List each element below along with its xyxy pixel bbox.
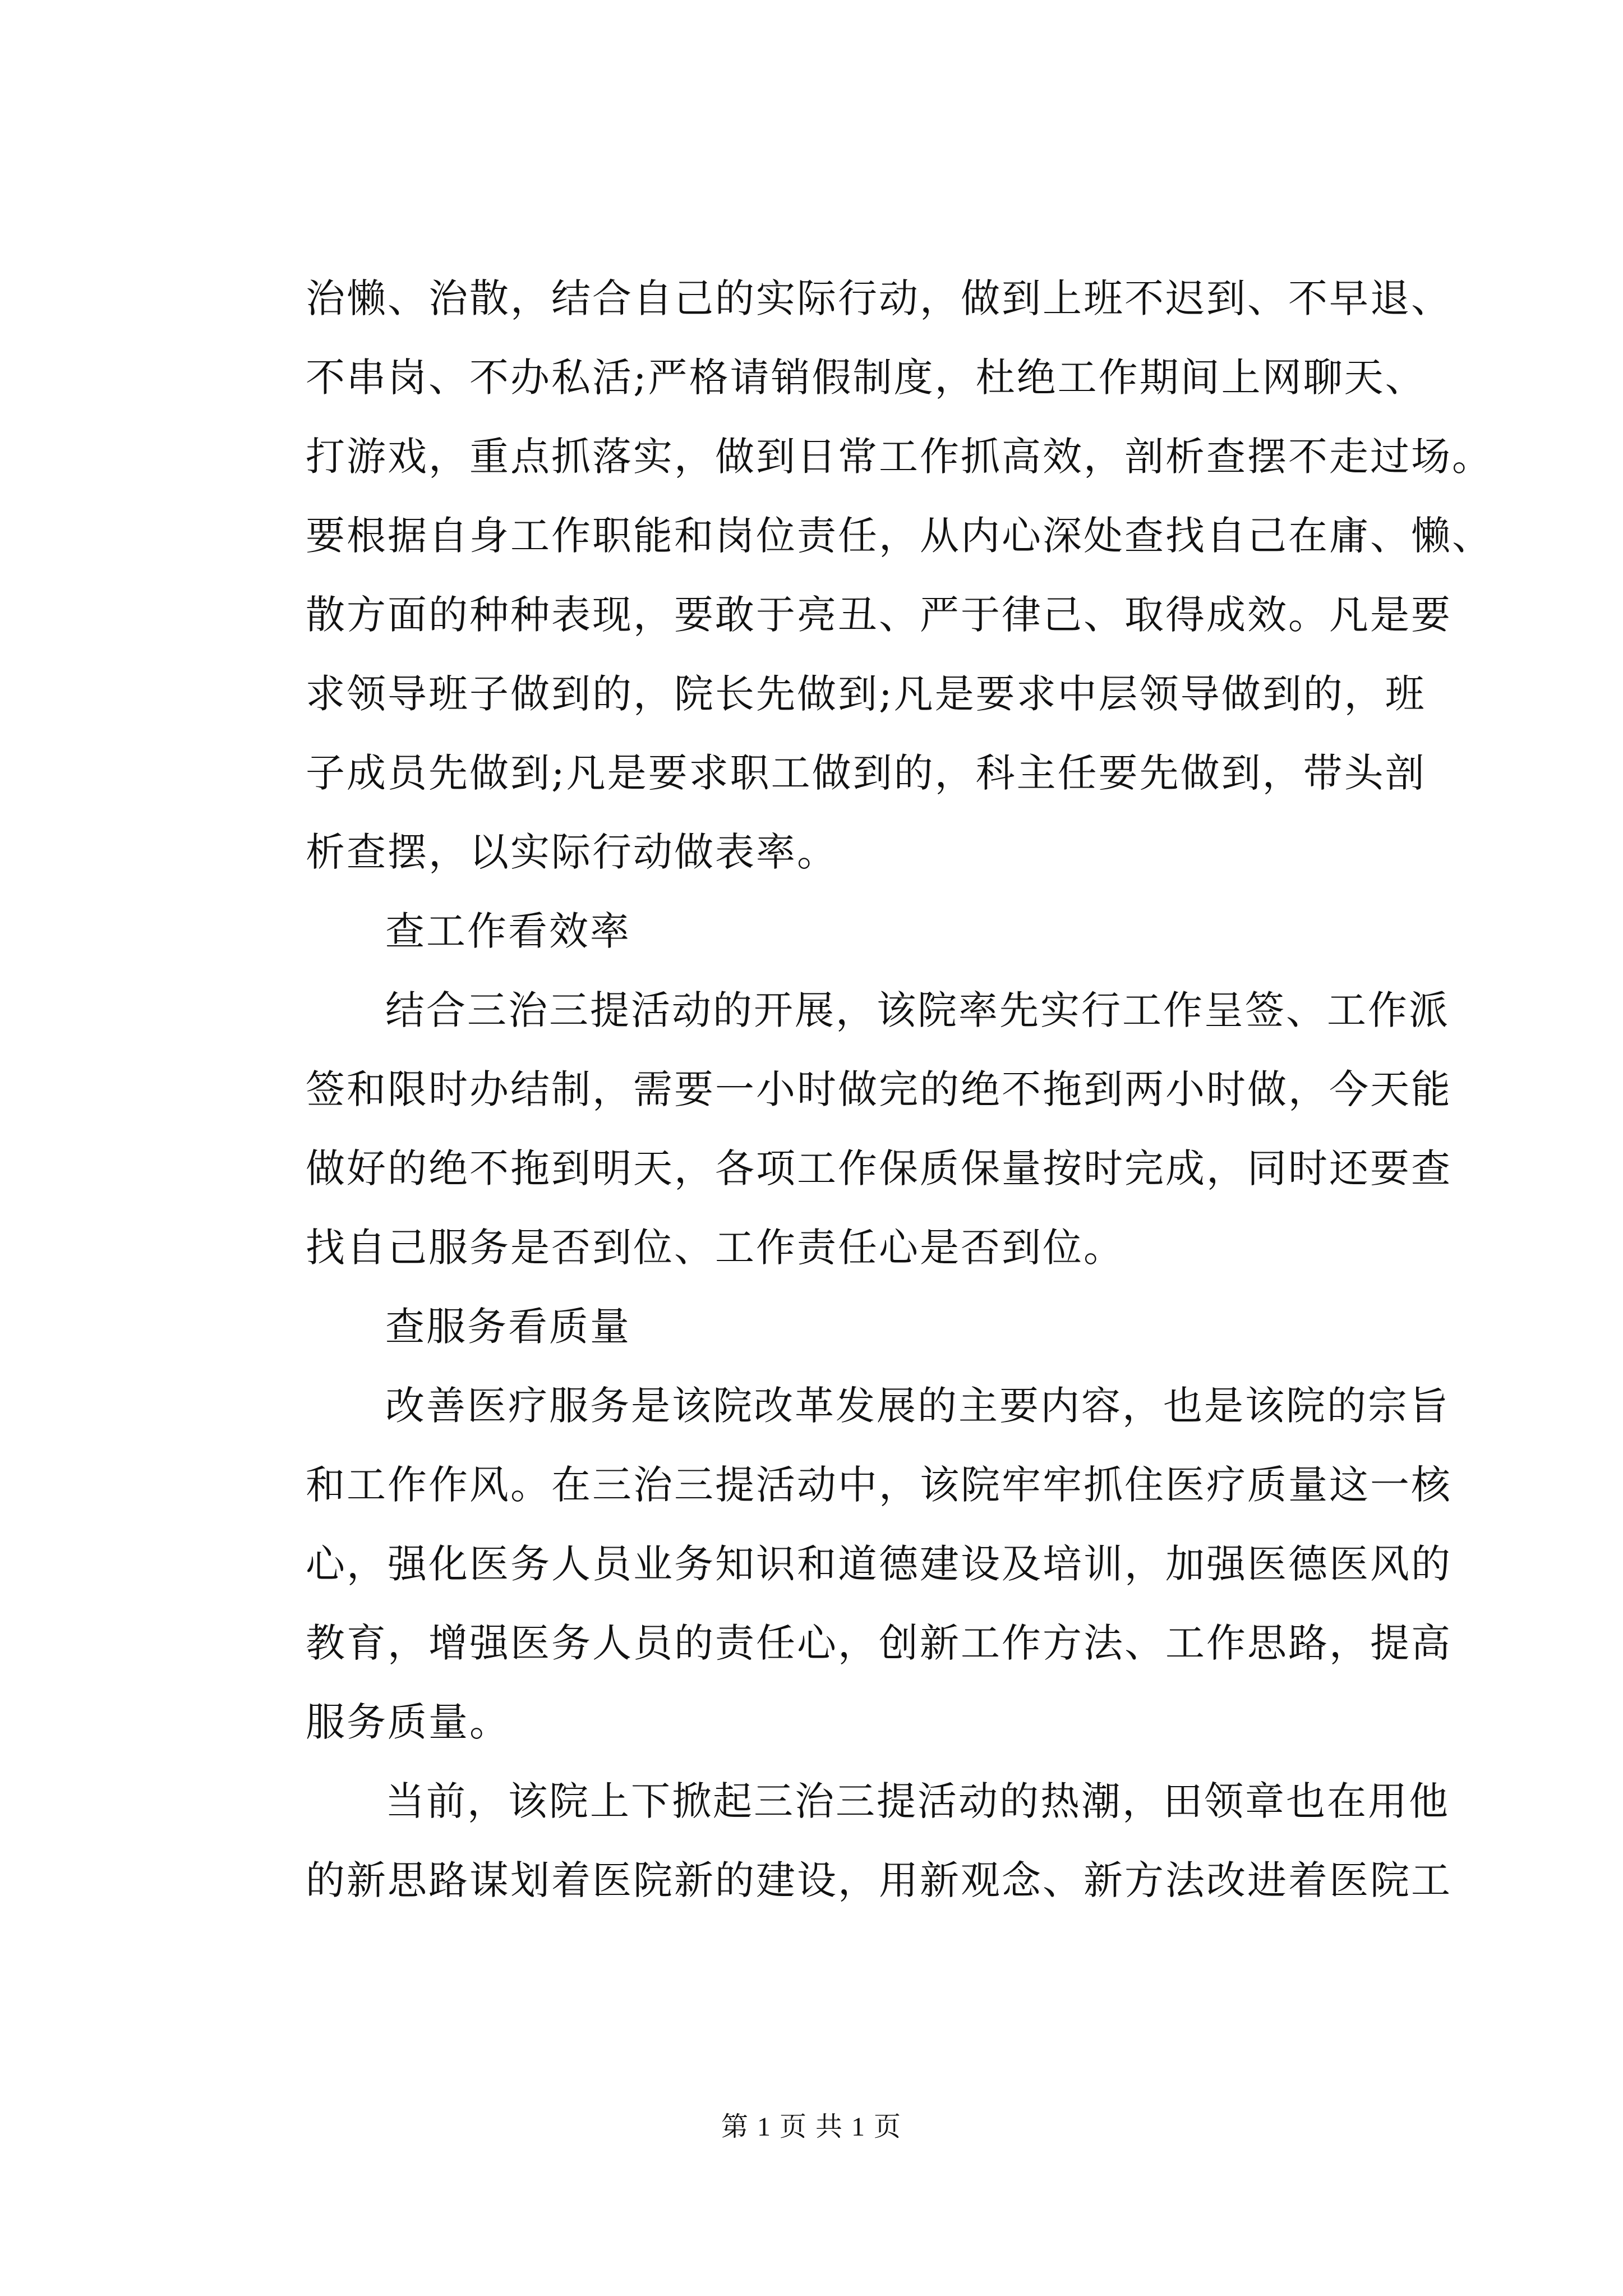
page-number-footer: 第 1 页 共 1 页 [721,2112,902,2142]
text-line: 要根据自身工作职能和岗位责任，从内心深处查找自己在庸、懒、 [306,513,1493,559]
section-heading-efficiency: 查工作看效率 [385,908,631,954]
text-line: 打游戏，重点抓落实，做到日常工作抓高效，剖析查摆不走过场。 [306,434,1493,480]
paragraph-start: 当前，该院上下掀起三治三提活动的热潮，田领章也在用他 [385,1778,1450,1824]
text-line: 签和限时办结制，需要一小时做完的绝不拖到两小时做，今天能 [306,1066,1452,1112]
text-line: 子成员先做到;凡是要求职工做到的，科主任要先做到，带头剖 [306,750,1426,796]
text-line: 心，强化医务人员业务知识和道德建设及培训，加强医德医风的 [306,1541,1452,1587]
text-line: 治懒、治散，结合自己的实际行动，做到上班不迟到、不早退、 [306,275,1452,321]
body-text [306,259,1493,1920]
text-line: 教育，增强医务人员的责任心，创新工作方法、工作思路，提高 [306,1620,1452,1666]
text-line: 服务质量。 [306,1699,510,1745]
paragraph-start: 结合三治三提活动的开展，该院率先实行工作呈签、工作派 [385,987,1450,1033]
section-heading-quality: 查服务看质量 [385,1304,631,1350]
text-line: 求领导班子做到的，院长先做到;凡是要求中层领导做到的，班 [306,671,1426,717]
text-line: 不串岗、不办私活;严格请销假制度，杜绝工作期间上网聊天、 [306,355,1426,401]
text-line: 找自己服务是否到位、工作责任心是否到位。 [306,1225,1124,1271]
text-line: 的新思路谋划着医院新的建设，用新观念、新方法改进着医院工 [306,1857,1452,1903]
text-line: 析查摆，以实际行动做表率。 [306,829,838,875]
text-line: 散方面的种种表现，要敢于亮丑、严于律己、取得成效。凡是要 [306,592,1452,638]
text-line: 做好的绝不拖到明天，各项工作保质保量按时完成，同时还要查 [306,1145,1452,1191]
text-line: 和工作作风。在三治三提活动中，该院牢牢抓住医疗质量这一核 [306,1462,1452,1508]
paragraph-start: 改善医疗服务是该院改革发展的主要内容，也是该院的宗旨 [385,1383,1450,1429]
